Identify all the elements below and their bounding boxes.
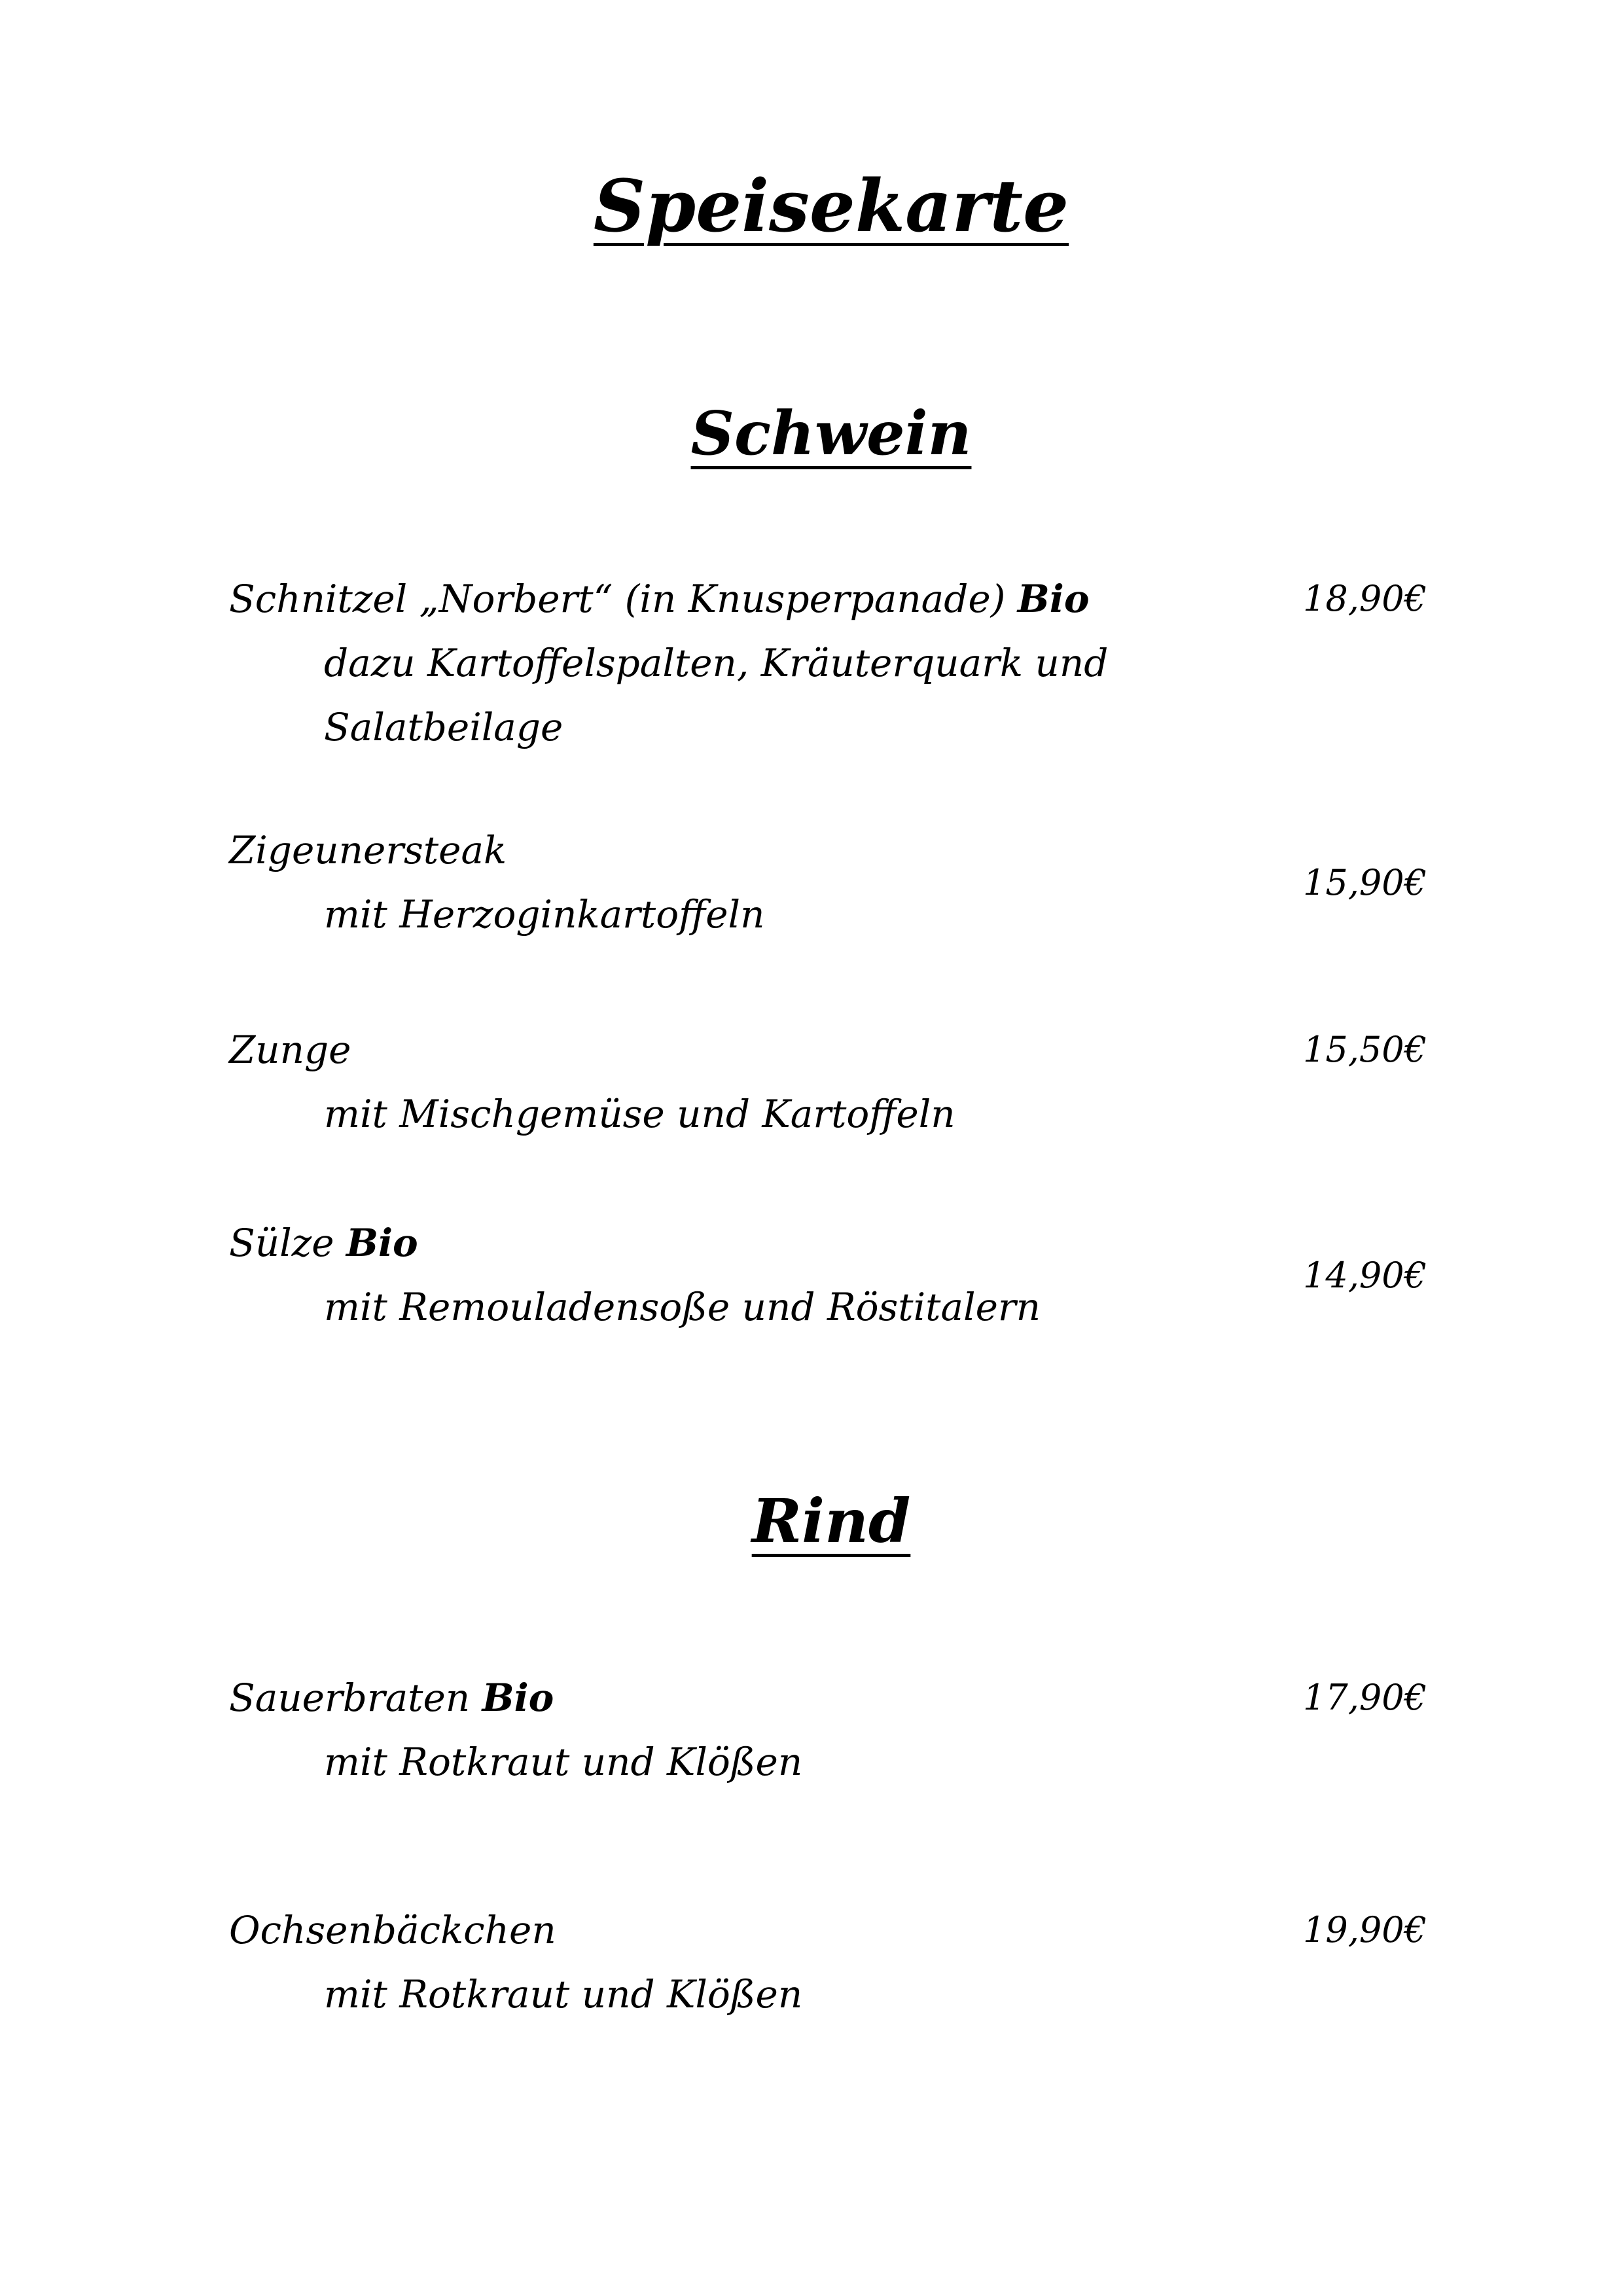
item-description: mit Remouladensoße und Röstitalern (324, 1285, 1041, 1329)
item-name-text: Sauerbraten (229, 1676, 471, 1720)
item-description: mit Mischgemüse und Kartoffeln (324, 1092, 955, 1136)
item-name-text: Ochsenbäckchen (229, 1908, 556, 1952)
item-description: mit Rotkraut und Klößen (324, 1972, 803, 2017)
section-heading-rind: Rind (751, 1486, 911, 1556)
menu-item-schnitzel (229, 567, 1427, 763)
menu-item-zunge (229, 1018, 1427, 1214)
item-name-text: Schnitzel „Norbert“ (in Knusperpanade) (229, 577, 1006, 621)
item-description: mit Herzoginkartoffeln (324, 892, 765, 937)
item-price: 18,90€ (1303, 578, 1427, 619)
page-title: Speisekarte (593, 164, 1069, 248)
item-name (229, 1898, 556, 1962)
item-price: 14,90€ (1303, 1255, 1427, 1296)
item-price: 19,90€ (1303, 1909, 1427, 1950)
bio-badge: Bio (482, 1676, 554, 1720)
item-price: 15,90€ (1303, 862, 1427, 903)
item-name (229, 1018, 351, 1082)
item-description: mit Rotkraut und Klößen (324, 1740, 803, 1784)
item-price: 17,90€ (1303, 1677, 1427, 1718)
item-name (229, 1211, 418, 1275)
item-name (229, 567, 1090, 631)
bio-badge: Bio (1017, 577, 1090, 621)
menu-item-zigeunersteak (229, 818, 1427, 1014)
menu-item-suelze (229, 1211, 1427, 1407)
menu-item-ochsenbaeckchen (229, 1898, 1427, 2094)
menu-item-sauerbraten (229, 1666, 1427, 1862)
item-price: 15,50€ (1303, 1029, 1427, 1070)
item-name (229, 1666, 554, 1730)
section-heading-schwein: Schwein (690, 398, 972, 469)
item-description: dazu Kartoffelspalten, Kräuterquark und Salatbeilage (324, 641, 1109, 749)
item-name (229, 818, 507, 882)
bio-badge: Bio (346, 1221, 418, 1265)
item-name-text: Zunge (229, 1028, 351, 1072)
item-name-text: Zigeunersteak (229, 828, 507, 872)
item-name-text: Sülze (229, 1221, 334, 1265)
